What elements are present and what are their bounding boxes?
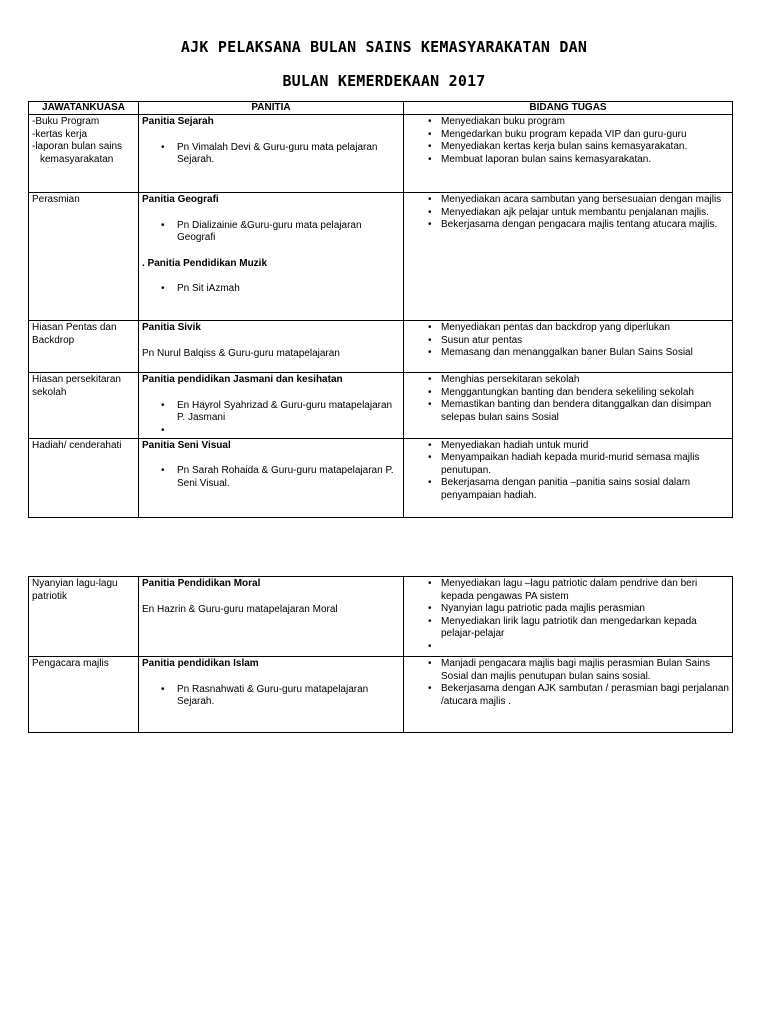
list-item: • Manjadi pengacara majlis bagi majlis perasmian Bulan Sains Sosial dan majlis penutupan bulan sains sosial. [407, 658, 729, 683]
panitia-name: Panitia Sivik [142, 322, 201, 333]
committee-cell [29, 657, 139, 733]
committee-line: Hadiah/ cenderahati [32, 439, 122, 451]
task-list [407, 322, 729, 360]
table-row [29, 373, 733, 439]
table-row [29, 321, 733, 373]
list-item: • Memastikan banting dan bendera ditanggalkan dan disimpan selepas bulan sains Sosial [407, 399, 729, 424]
list-item: • Menyediakan ajk pelajar untuk membantu penjalanan majlis. [407, 207, 729, 220]
committee-line: -laporan bulan sains [32, 141, 123, 152]
panitia-cell [139, 115, 404, 193]
panitia-name: Panitia pendidikan Jasmani dan kesihatan [142, 374, 343, 385]
list-item: • Susun atur pentas [407, 335, 729, 348]
table-row [29, 657, 733, 733]
table-row [29, 193, 733, 321]
committee-line: Nyanyian lagu-lagu patriotik [32, 578, 118, 602]
list-item: • Bekerjasama dengan panitia –panitia sains sosial dalam penyampaian hadiah. [407, 477, 729, 502]
committee-line: Hiasan persekitaran sekolah [32, 374, 121, 398]
table-header-row [29, 102, 733, 115]
committee-cell [29, 193, 139, 321]
list-item: • En Hayrol Syahrizad & Guru-guru matapelajaran P. Jasmani [142, 400, 400, 425]
list-item: • Menyediakan lagu –lagu patriotic dalam pendrive dan beri kepada pengawas PA sistem [407, 578, 729, 603]
panitia-name: Panitia Geografi [142, 194, 219, 205]
list-item: • Menghias persekitaran sekolah [407, 374, 729, 387]
list-item [142, 425, 400, 437]
committee-line: -kertas kerja [32, 128, 88, 140]
list-item: • Memasang dan menanggalkan baner Bulan Sains Sosial [407, 347, 729, 360]
member-list [142, 465, 400, 490]
list-item: • Menyediakan acara sambutan yang bersesuaian dengan majlis [407, 194, 729, 207]
task-list [407, 440, 729, 503]
committee-line: Perasmian [32, 194, 80, 205]
member-list [142, 400, 400, 437]
committee-cell [29, 373, 139, 439]
list-item: • Mengedarkan buku program kepada VIP dan guru-guru [407, 129, 729, 142]
member-list [142, 283, 400, 296]
task-list [407, 116, 729, 166]
header-bidang-tugas: BIDANG TUGAS [404, 102, 733, 115]
committee-table [28, 101, 733, 518]
committee-cell [29, 577, 139, 657]
panitia-members: En Hazrin & Guru-guru matapelajaran Moral [142, 603, 338, 615]
document-title-line-1: AJK PELAKSANA BULAN SAINS KEMASYARAKATAN DAN [180, 38, 588, 56]
list-item: • Menyediakan lirik lagu patriotik dan mengedarkan kepada pelajar-pelajar [407, 616, 729, 641]
committee-line: Hiasan Pentas dan Backdrop [32, 322, 117, 346]
list-item: • Pn Sit iAzmah [142, 283, 400, 296]
panitia-name: Panitia pendidikan Islam [142, 658, 259, 669]
list-item: • Menyampaikan hadiah kepada murid-murid semasa majlis penutupan. [407, 452, 729, 477]
committee-line: -Buku Program [32, 116, 100, 127]
table-row [29, 577, 733, 657]
list-item: • Bekerjasama dengan AJK sambutan / perasmian bagi perjalanan /atucara majlis . [407, 683, 729, 708]
table-row [29, 115, 733, 193]
committee-table-continued [28, 576, 733, 733]
list-item: • Menyediakan kertas kerja bulan sains kemasyarakatan. [407, 141, 729, 154]
panitia-cell [139, 193, 404, 321]
task-list [407, 194, 729, 232]
header-jawatankuasa: JAWATANKUASA [29, 102, 139, 115]
table-row [29, 438, 733, 517]
member-list [142, 684, 400, 709]
tasks-cell [404, 193, 733, 321]
tasks-cell [404, 373, 733, 439]
list-item: • Bekerjasama dengan pengacara majlis tentang atucara majlis. [407, 219, 729, 232]
panitia-name: Panitia Pendidikan Moral [142, 578, 261, 589]
list-item: • Nyanyian lagu patriotic pada majlis perasmian [407, 603, 729, 616]
panitia-cell [139, 577, 404, 657]
list-item: • Pn Dializainie &Guru-guru mata pelajaran Geografi [142, 220, 400, 245]
document-title-line-2: BULAN KEMERDEKAAN 2017 [282, 72, 486, 90]
task-list [407, 374, 729, 424]
member-list [142, 142, 400, 167]
task-list [407, 578, 729, 653]
task-list [407, 658, 729, 708]
member-list [142, 220, 400, 245]
committee-line: kemasyarakatan [40, 153, 114, 165]
panitia-name: Panitia Seni Visual [142, 439, 231, 451]
list-item [407, 641, 729, 653]
tasks-cell [404, 438, 733, 517]
panitia-members: Pn Nurul Balqiss & Guru-guru matapelajaran [142, 347, 340, 359]
panitia-cell [139, 373, 404, 439]
header-panitia: PANITIA [139, 102, 404, 115]
panitia-name: . Panitia Pendidikan Muzik [142, 257, 268, 269]
tasks-cell [404, 577, 733, 657]
list-item: • Membuat laporan bulan sains kemasyarakatan. [407, 154, 729, 167]
tasks-cell [404, 657, 733, 733]
list-item: • Menyediakan pentas dan backdrop yang diperlukan [407, 322, 729, 335]
list-item: • Pn Rasnahwati & Guru-guru matapelajaran Sejarah. [142, 684, 400, 709]
list-item: • Pn Vimalah Devi & Guru-guru mata pelajaran Sejarah. [142, 142, 400, 167]
panitia-name: Panitia Sejarah [142, 116, 214, 127]
tasks-cell [404, 115, 733, 193]
committee-cell [29, 321, 139, 373]
committee-cell [29, 438, 139, 517]
list-item: • Pn Sarah Rohaida & Guru-guru matapelajaran P. Seni Visual. [142, 465, 400, 490]
list-item: • Menggantungkan banting dan bendera sekeliling sekolah [407, 387, 729, 400]
committee-cell [29, 115, 139, 193]
tasks-cell [404, 321, 733, 373]
panitia-cell [139, 438, 404, 517]
list-item: • Menyediakan buku program [407, 116, 729, 129]
panitia-cell [139, 657, 404, 733]
list-item: • Menyediakan hadiah untuk murid [407, 440, 729, 453]
panitia-cell [139, 321, 404, 373]
committee-line: Pengacara majlis [32, 658, 109, 669]
